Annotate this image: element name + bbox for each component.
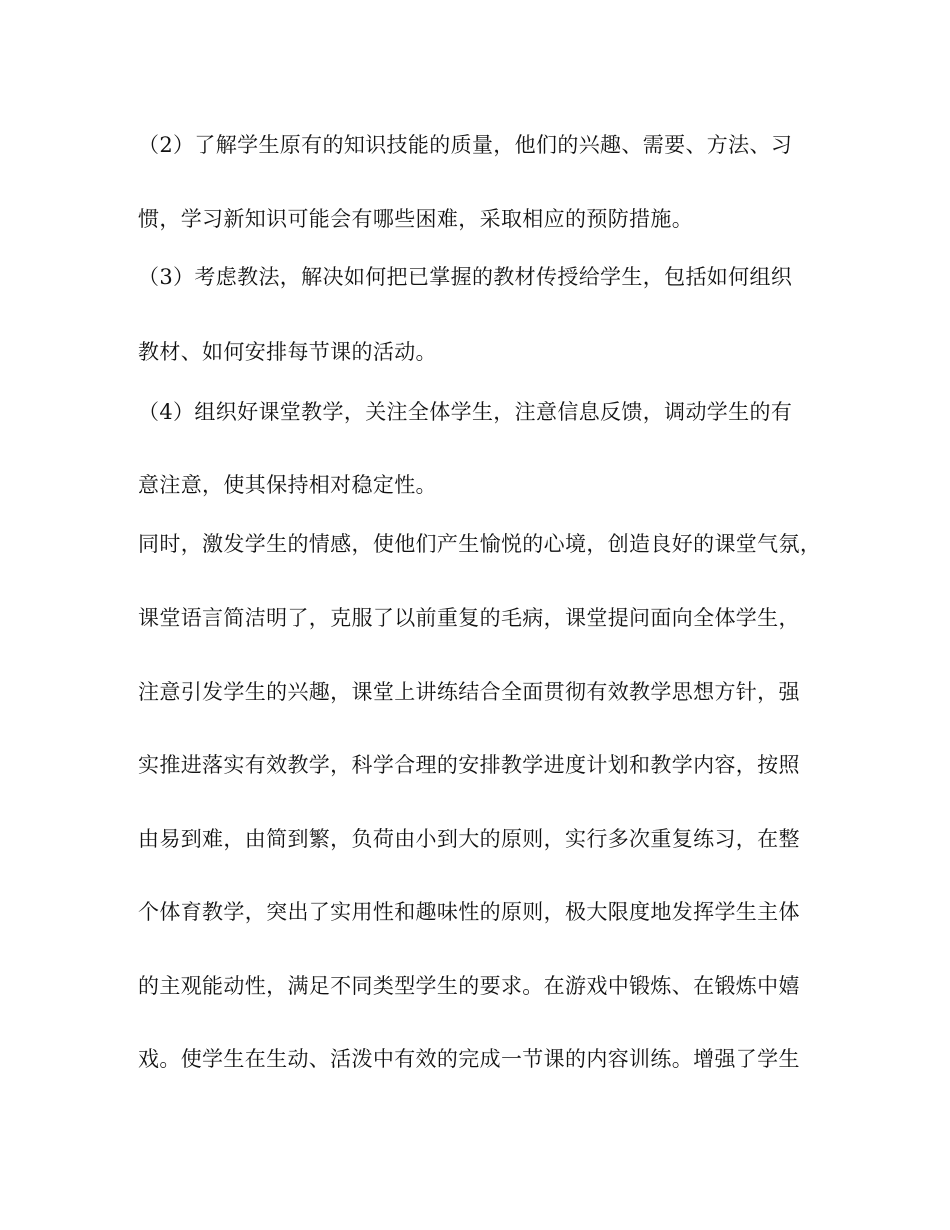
text-line: （3）考虑教法，解决如何把已掌握的教材传授给学生，包括如何组织 [138, 265, 793, 289]
text-line: 课堂语言简洁明了，克服了以前重复的毛病，课堂提问面向全体学生， [138, 606, 800, 630]
text-line: 实推进落实有效教学，科学合理的安排教学进度计划和教学内容，按照 [138, 753, 800, 777]
text-line: 个体育教学，突出了实用性和趣味性的原则，极大限度地发挥学生主体 [138, 900, 800, 924]
text-line: 戏。使学生在生动、活泼中有效的完成一节课的内容训练。增强了学生 [138, 1047, 800, 1071]
text-line: （2）了解学生原有的知识技能的质量，他们的兴趣、需要、方法、习 [138, 133, 793, 157]
text-line: （4）组织好课堂教学，关注全体学生，注意信息反馈，调动学生的有 [138, 400, 793, 424]
text-line: 同时，激发学生的情感，使他们产生愉悦的心境，创造良好的课堂气氛， [138, 532, 822, 556]
text-line: 意注意，使其保持相对稳定性。 [138, 473, 437, 497]
text-line: 注意引发学生的兴趣，课堂上讲练结合全面贯彻有效教学思想方针，强 [138, 680, 800, 704]
text-line: 教材、如何安排每节课的活动。 [138, 340, 437, 364]
text-line: 的主观能动性，满足不同类型学生的要求。在游戏中锻炼、在锻炼中嬉 [138, 974, 800, 998]
text-line: 惯，学习新知识可能会有哪些困难，采取相应的预防措施。 [138, 207, 694, 231]
text-line: 由易到难，由简到繁，负荷由小到大的原则，实行多次重复练习，在整 [138, 827, 800, 851]
